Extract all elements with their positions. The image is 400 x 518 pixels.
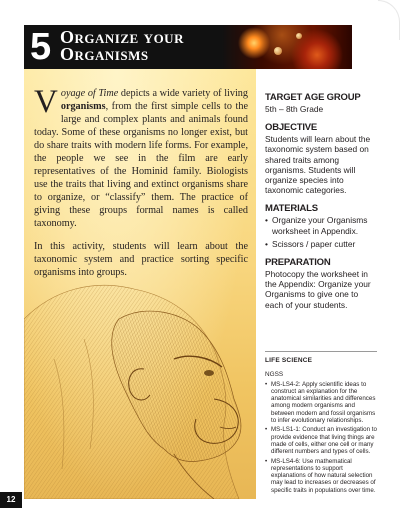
intro-panel bbox=[24, 69, 256, 499]
page-corner bbox=[378, 0, 400, 40]
intro-paragraph-2: In this activity, students will learn about the taxonomic system and practice sorting specific organisms into groups. bbox=[34, 241, 248, 278]
activity-title-line2: Organisms bbox=[60, 44, 149, 64]
standards-heading: LIFE SCIENCE bbox=[265, 357, 313, 364]
objective-heading: OBJECTIVE bbox=[265, 122, 318, 134]
planet-illustration-icon bbox=[222, 25, 352, 69]
list-item: • Organize your Organisms worksheet in Appendix. bbox=[265, 215, 377, 235]
activity-details bbox=[265, 92, 377, 318]
chimpanzee-illustration-icon bbox=[24, 249, 256, 499]
list-item: • MS-LS4-6: Use mathematical representations to support explanations of how natural selection may lead to increases or decreases of specific traits in populations over time. bbox=[265, 458, 377, 494]
list-item: • MS-LS4-2: Apply scientific ideas to construct an explanation for the anatomical similarities and differences among modern organisms and between modern and fossil organisms to infer evolutionary relationships. bbox=[265, 381, 377, 425]
objective-text: Students will learn about the taxonomic system based on shared traits among organisms. Students will organize species into taxonomic categories. bbox=[265, 134, 371, 196]
ngss-label: NGSS bbox=[265, 371, 284, 378]
list-item: • Scissors / paper cutter bbox=[265, 239, 377, 249]
standards-list bbox=[265, 381, 377, 494]
intro-paragraph-1: Voyage of Time depicts a wide variety of living organisms, from the first simple cells to the large and complex plants and animals found today. Some of these organisms no longer exist, but do share traits with modern life forms. For example, the people we see in the film are early representatives of the Hominid family. Biologists use the traits that living and extinct organisms share to organize, or “classify” them. The practice of giving these groups formal names is called taxonomy. bbox=[34, 84, 248, 229]
divider bbox=[265, 351, 377, 352]
film-title: oyage of Time bbox=[60, 88, 119, 99]
materials-list bbox=[265, 215, 377, 249]
small-planet-icon bbox=[296, 33, 302, 39]
list-item: • MS-LS1-1: Conduct an investigation to provide evidence that living things are made of cells, either one cell or many different numbers and types of cells. bbox=[265, 426, 377, 455]
materials-heading: MATERIALS bbox=[265, 203, 318, 215]
keyword-organisms: organisms bbox=[60, 101, 106, 112]
small-planet-icon bbox=[274, 47, 282, 55]
activity-number: 5 bbox=[30, 26, 52, 68]
preparation-text: Photocopy the worksheet in the Appendix: Organize your Organisms to give one to each of your students. bbox=[265, 269, 371, 310]
age-heading: TARGET AGE GROUP bbox=[265, 92, 361, 103]
activity-title bbox=[60, 29, 240, 63]
activity-title-line1: Organize your bbox=[60, 27, 184, 47]
preparation-heading: PREPARATION bbox=[265, 257, 331, 269]
activity-banner bbox=[24, 25, 352, 69]
standards-section bbox=[265, 357, 377, 496]
drop-cap: V bbox=[34, 84, 58, 120]
age-value: 5th – 8th Grade bbox=[265, 104, 324, 114]
page-number: 12 bbox=[0, 492, 22, 508]
